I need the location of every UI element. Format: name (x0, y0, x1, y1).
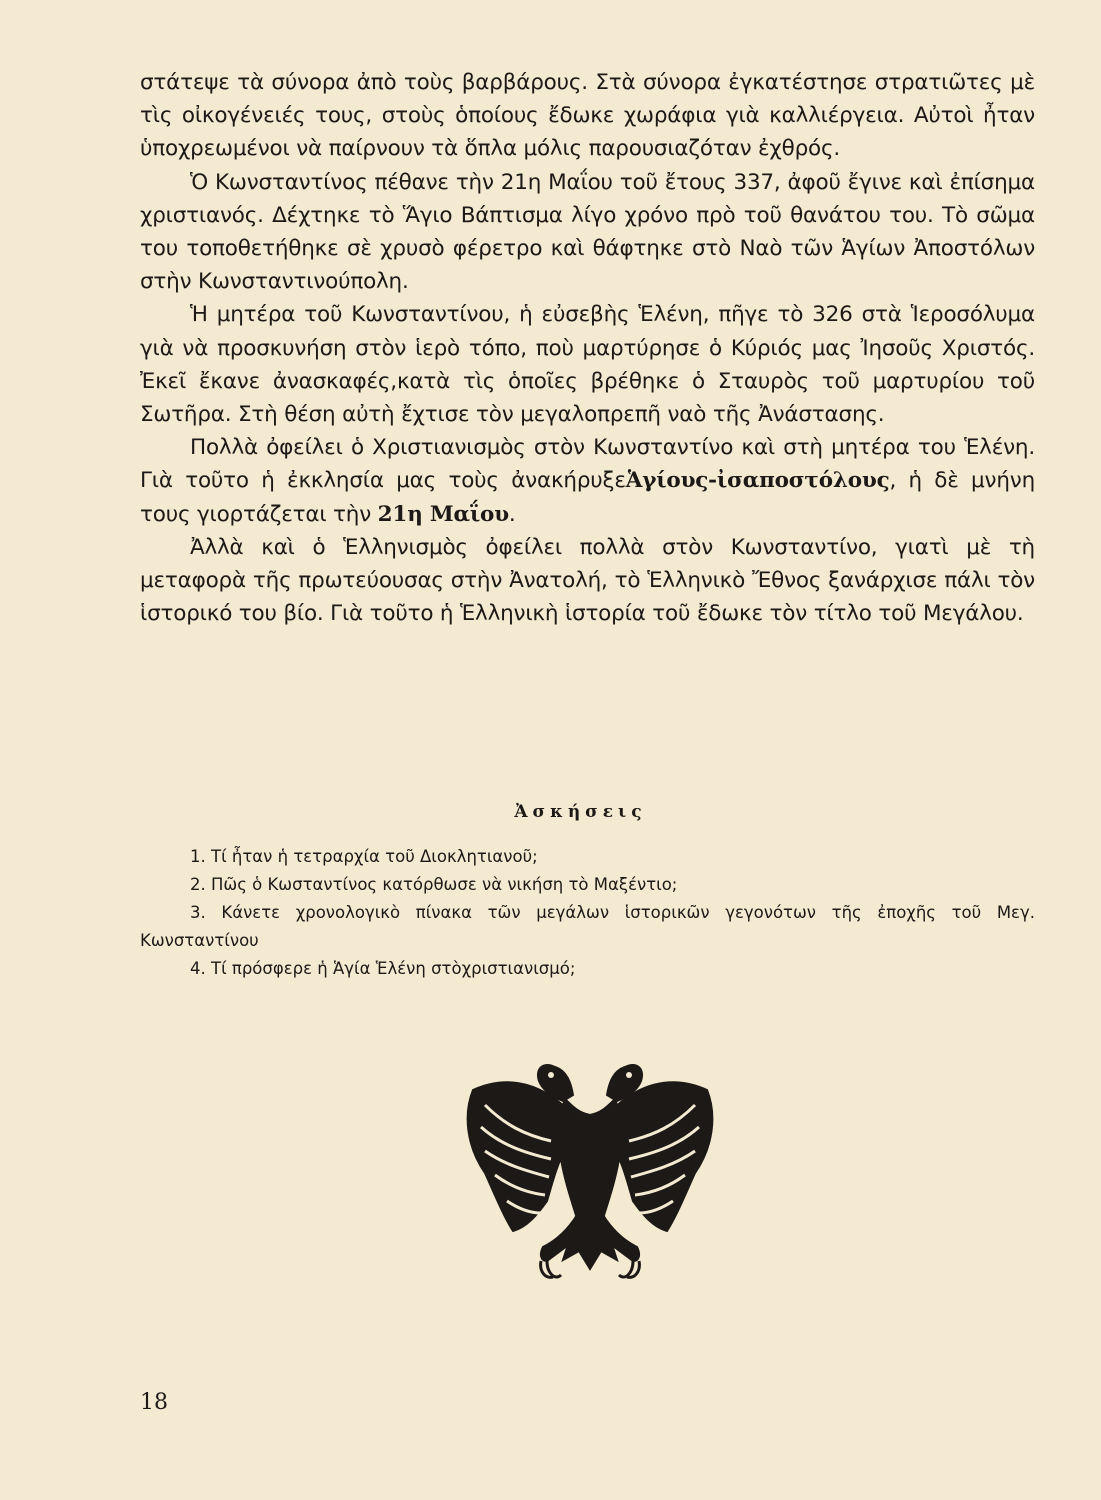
paragraph-4-part-3: . (508, 501, 516, 527)
paragraph-4-part-2: , ἡ δὲ μνήνη τους γιορτάζεται τὴν (140, 468, 1035, 527)
paragraph-4-part-1: Πολλὰ ὀφείλει ὁ Χριστιανισμὸς στὸν Κωνσταντίνο καὶ στὴ μητέρα του Ἑλένη. Γιὰ τοῦτο ἡ ἐκκλησία μας τοὺς ἀνακήρυξε (140, 435, 1035, 494)
exercise-item: 3. Κάνετε χρονολογικὸ πίνακα τῶν μεγάλων ἱστορικῶν γεγονότων τῆς ἐποχῆς τοῦ Μεγ. Κωνσταντίνου (140, 903, 1035, 950)
paragraph-3: Ἡ μητέρα τοῦ Κωνσταντίνου, ἡ εὐσεβὴς Ἑλένη, πῆγε τὸ 326 στὰ Ἱεροσόλυμα γιὰ νὰ προσκυνήση στὸν ἱερὸ τόπο, ποὺ μαρτύρησε ὁ Κύριός μας Ἰησοῦς Χριστός. Ἐκεῖ ἔκανε ἀνασκαφές,κατὰ τὶς ὁποῖες βρέθηκε ὁ Σταυρὸς τοῦ μαρτυρίου τοῦ Σωτῆρα. Στὴ θέση αὐτὴ ἔχτισε τὸν μεγαλοπρεπῆ ναὸ τῆς Ἀνάστασης. (140, 302, 1035, 428)
saints-title: Ἁγίους-ἰσαποστόλους (625, 468, 890, 494)
exercises-list (140, 843, 1035, 983)
exercise-item: 2. Πῶς ὁ Κωσταντίνος κατόρθωσε νὰ νικήση τὸ Μαξέντιο; (190, 875, 678, 894)
exercise-item: 1. Τί ἦταν ἡ τετραρχία τοῦ Διοκλητιανοῦ; (190, 847, 538, 866)
paragraph-1: στάτεψε τὰ σύνορα ἀπὸ τοὺς βαρβάρους. Στὰ σύνορα ἐγκατέστησε στρατιῶτες μὲ τὶς οἰκογένειές τους, στοὺς ὁποίους ἔδωκε χωράφια γιὰ καλλιέργεια. Αὐτοὶ ἦταν ὑποχρεωμένοι νὰ παίρνουν τὰ ὅπλα μόλις παρουσιαζόταν ἐχθρός. (140, 70, 1035, 162)
paragraph-5: Ἀλλὰ καὶ ὁ Ἑλληνισμὸς ὀφείλει πολλὰ στὸν Κωνσταντίνο, γιατὶ μὲ τὴ μεταφορὰ τῆς πρωτεύουσας στὴν Ἀνατολή, τὸ Ἑλληνικὸ Ἔθνος ξανάρχισε πάλι τὸν ἱστορικό του βίο. Γιὰ τοῦτο ἡ Ἑλληνικὴ ἱστορία τοῦ ἔδωκε τὸν τίτλο τοῦ Μεγάλου. (140, 534, 1035, 627)
body-text (140, 66, 1035, 630)
exercise-item: 4. Τί πρόσφερε ἡ Ἁγία Ἑλένη στὸχριστιανισμό; (190, 959, 576, 978)
exercises-title: Ἀσκήσεις (514, 802, 647, 822)
feast-date: 21η Μαΐου (377, 501, 509, 527)
paragraph-2: Ὁ Κωνσταντίνος πέθανε τὴν 21η Μαΐου τοῦ ἔτους 337, ἀφοῦ ἔγινε καὶ ἐπίσημα χριστιανός. Δέχτηκε τὸ Ἅγιο Βάπτισμα λίγο χρόνο πρὸ τοῦ θανάτου του. Τὸ σῶμα του τοποθετήθηκε σὲ χρυσὸ φέρετρο καὶ θάφτηκε στὸ Ναὸ τῶν Ἁγίων Ἀποστόλων στὴν Κωνσταντινούπολη. (140, 169, 1035, 295)
page-number: 18 (140, 1390, 168, 1415)
paragraph-4 (140, 431, 1035, 531)
double-headed-eagle-icon (455, 1055, 725, 1320)
